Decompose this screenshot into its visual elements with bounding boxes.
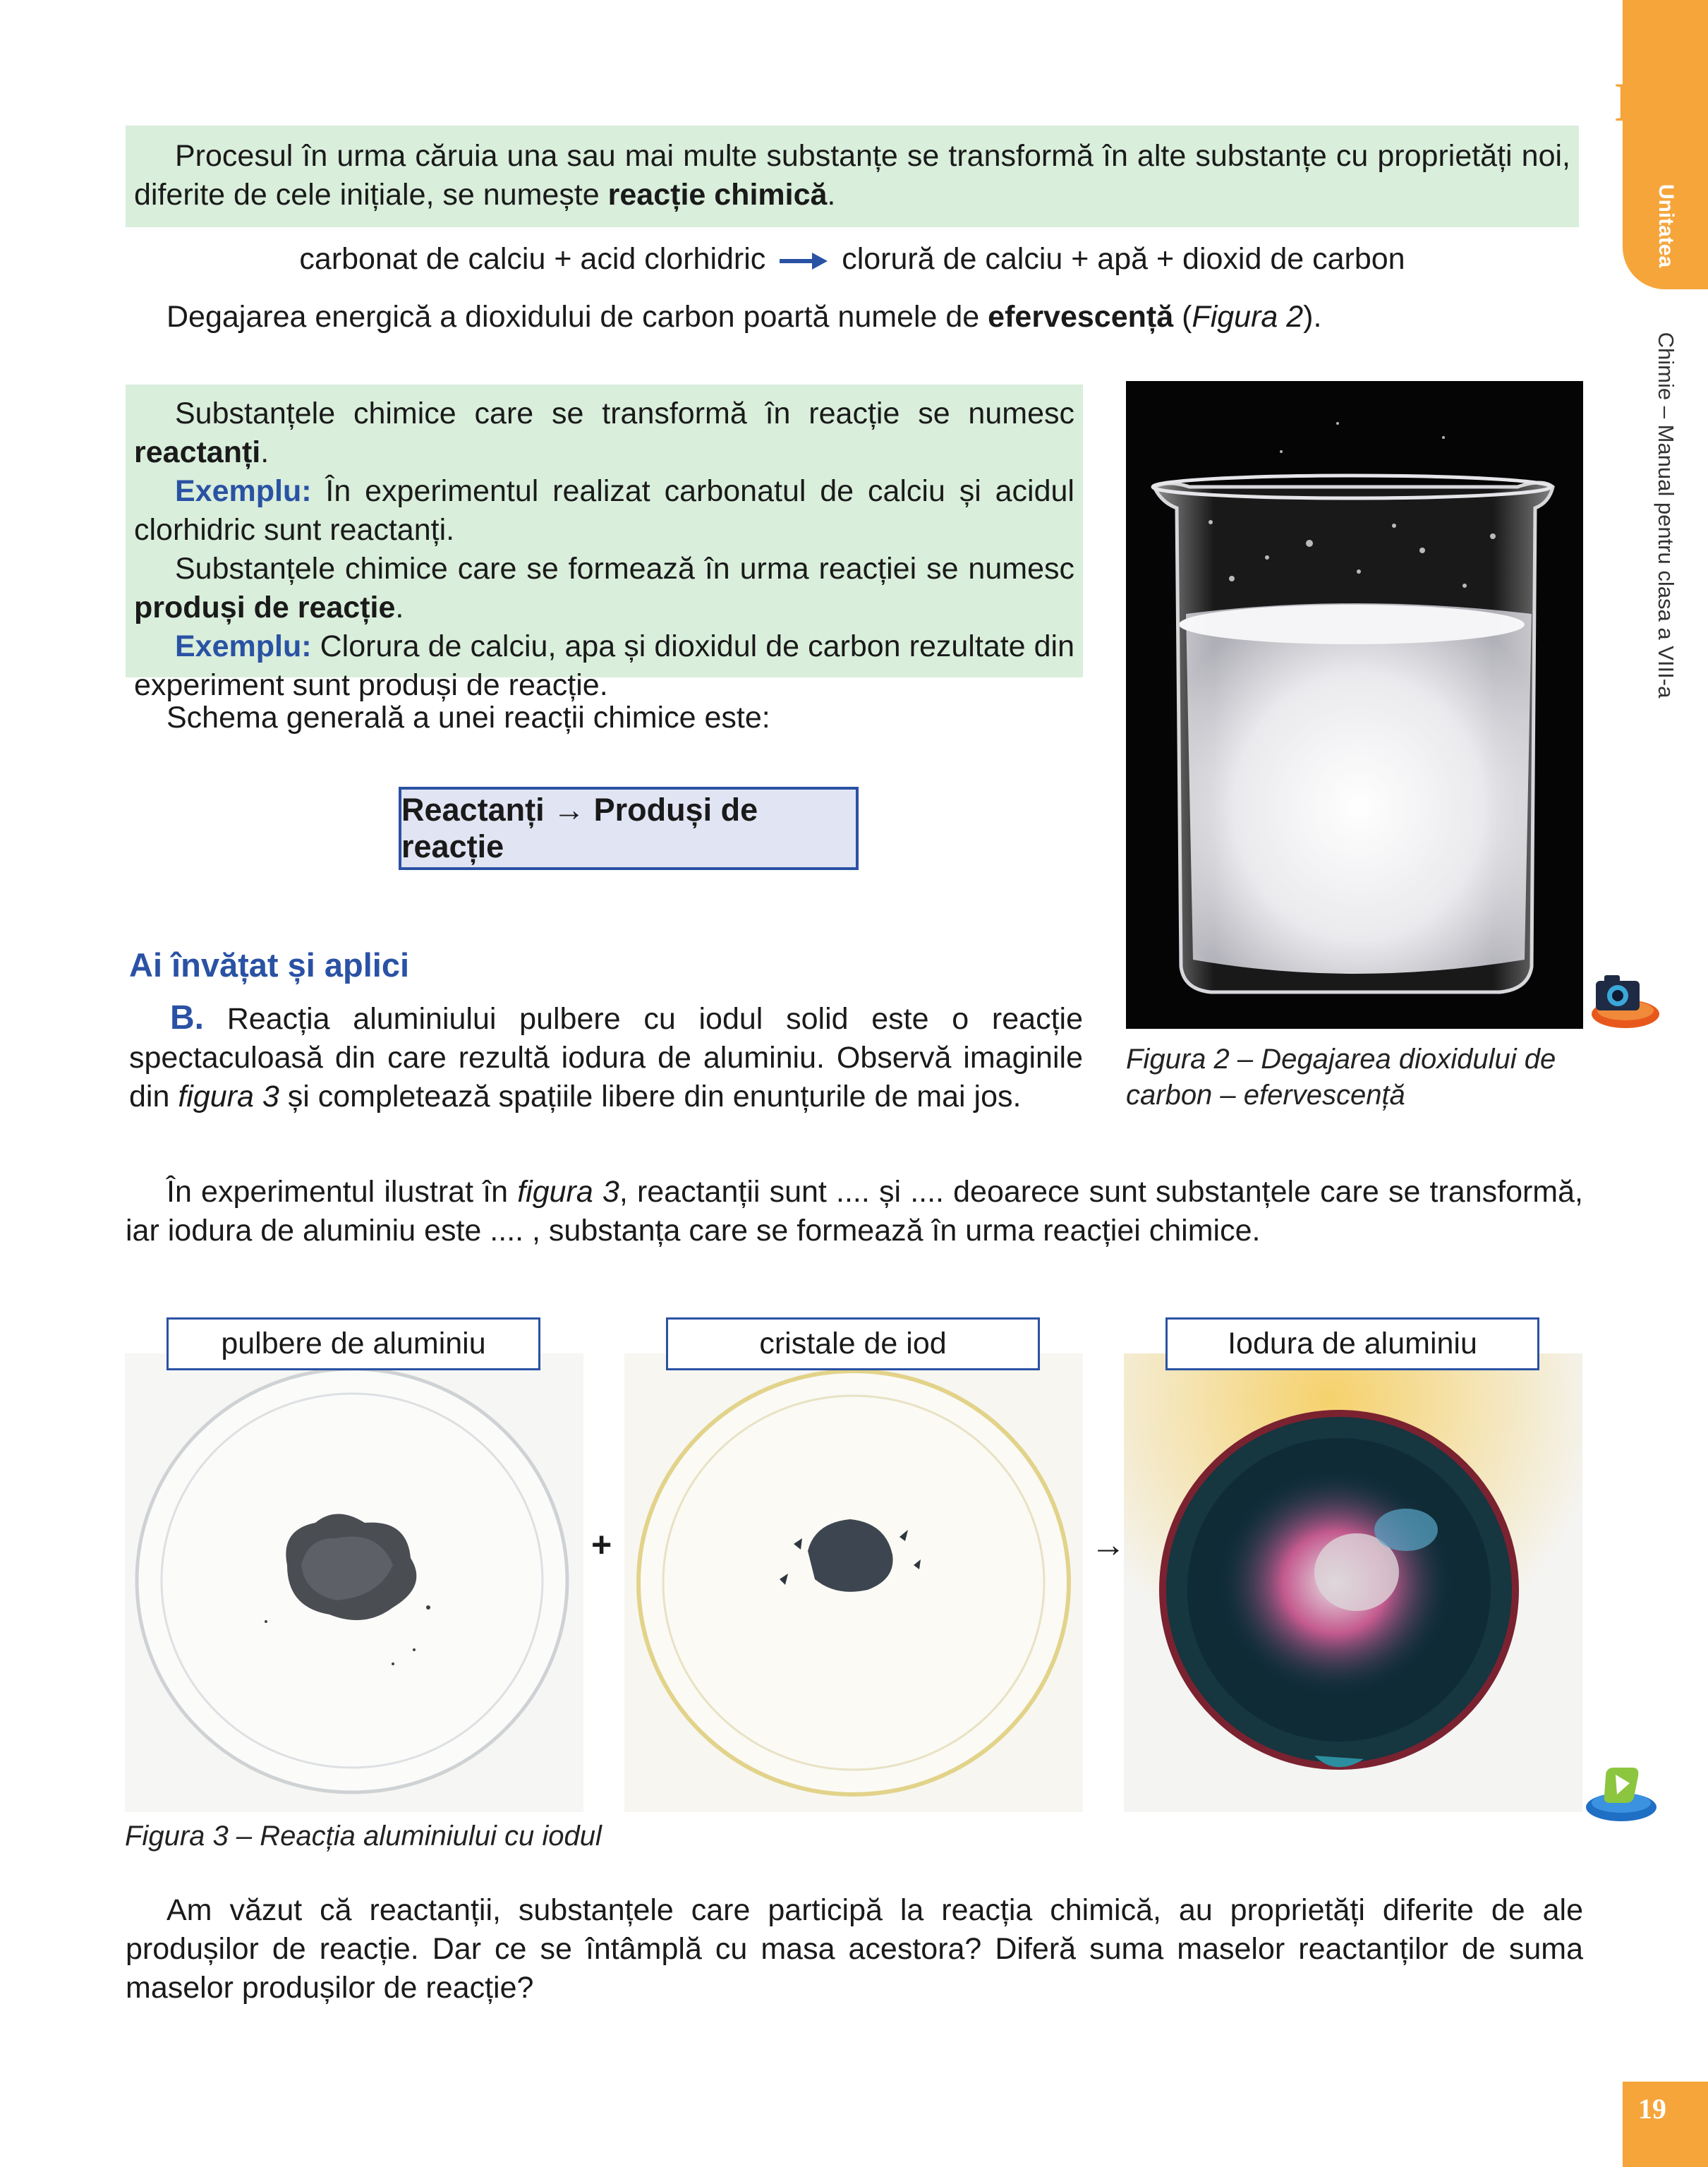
reactants-definition-text: Substanțele chimice care se transformă în reacție se numesc (175, 397, 1074, 430)
figure-3-reference: figura 3 (178, 1080, 279, 1113)
effervescence-term: efervescență (988, 300, 1174, 334)
book-title: Chimie – Manual pentru clasa a VIII-a (1653, 332, 1678, 699)
figure-3-caption: Figura 3 – Reacția aluminiului cu iodul (125, 1821, 602, 1852)
exercise-text-2: și completează spațiile libere din enunțurile de mai jos. (279, 1080, 1022, 1113)
example-1-text: În experimentul realizat carbonatul de calciu și acidul clorhidric sunt reactanți. (134, 474, 1074, 547)
plus-sign: + (591, 1525, 612, 1564)
reaction-arrow: → (1091, 1525, 1126, 1564)
example-label: Exemplu: (175, 474, 312, 508)
label-aluminum-powder: pulbere de aluminiu (166, 1317, 540, 1370)
equation-products: clorură de calciu + apă + dioxid de carbon (842, 242, 1405, 276)
schema-intro: Schema generală a unei reacții chimice este: (166, 701, 770, 735)
products-term: produși de reacție (134, 591, 396, 624)
arrow-right-icon (778, 250, 829, 272)
definition-text (134, 137, 1570, 215)
aluminum-iodide-photo (1124, 1353, 1582, 1812)
iodine-crystals-photo (624, 1353, 1083, 1812)
fill-text-2: , reactanții sunt .... și .... deoarece sunt substanțele care se transformă, iar iodura de aluminiu este .... , substanța care se formează în urma reacției chimice. (126, 1175, 1583, 1248)
definition-text-after: . (827, 178, 836, 212)
exercise-letter: B. (170, 999, 204, 1037)
effervescence-paren-open: ( (1173, 300, 1192, 334)
reactants-term: reactanți (134, 435, 261, 469)
fill-text-1: În experimentul ilustrat în (166, 1175, 518, 1209)
reactants-products-box (126, 385, 1083, 702)
iodine-dish-illustration (624, 1353, 1083, 1812)
page-number: 19 (1638, 2093, 1666, 2125)
exercise-b (129, 998, 1083, 1116)
beaker-glass (1154, 483, 1553, 992)
definition-box (126, 126, 1579, 227)
effervescence-text: Degajarea energică a dioxidului de carbon poartă numele de (166, 300, 988, 334)
products-definition-end: . (395, 591, 404, 624)
definition-term: reacție chimică (607, 178, 828, 212)
example-label: Exemplu: (175, 629, 312, 663)
unit-label: Unitatea (1654, 183, 1678, 268)
figure-2-photo (1126, 381, 1583, 1029)
exercise-text-1: Reacția aluminiului pulbere cu iodul solid este o reacție spectaculoasă din care rezultă iodura de aluminiu. Observă imaginile din (129, 1002, 1083, 1113)
definition-text-before: Procesul în urma căruia una sau mai multe substanțe se transformă în alte substanțe cu proprietăți noi, diferite de cele inițiale, se numește (134, 139, 1570, 212)
label-aluminum-iodide: Iodura de aluminiu (1165, 1317, 1539, 1370)
edit-icon[interactable] (1577, 1761, 1662, 1824)
effervescence-paragraph (126, 298, 1579, 337)
final-paragraph: Am văzut că reactanții, substanțele care participă la reacția chimică, au proprietăți diferite de ale produșilor de reacție. Dar ce se întâmplă cu masa acestora? Diferă suma maselor reactanților de suma maselor produșilor de reacție? (126, 1893, 1583, 2005)
products-example (134, 627, 1074, 705)
fill-in-paragraph (126, 1173, 1583, 1250)
products-definition-text: Substanțele chimice care se formează în urma reacției se numesc (175, 552, 1074, 586)
aluminum-dish-illustration (125, 1353, 583, 1812)
book-title-container (1623, 310, 1708, 720)
reactants-definition-end: . (260, 435, 269, 469)
schema-box: Reactanți → Produși de reacție (399, 787, 859, 870)
figure-2-reference: Figura 2 (1192, 300, 1304, 334)
reactants-definition (134, 394, 1074, 472)
example-2-text: Clorura de calciu, apa și dioxidul de carbon rezultate din experiment sunt produși de reacție. (134, 629, 1074, 702)
reaction-equation (126, 240, 1579, 279)
effervescence-paren-close: ). (1303, 300, 1322, 334)
label-iodine-crystals: cristale de iod (666, 1317, 1040, 1370)
equation-reactants: carbonat de calciu + acid clorhidric (299, 242, 766, 276)
aluminum-powder-photo (125, 1353, 583, 1812)
unit-label-container (1623, 169, 1708, 282)
figure-3-reference: figura 3 (517, 1175, 619, 1209)
figure-2-caption: Figura 2 – Degajarea dioxidului de carbon – efervescență (1126, 1044, 1556, 1111)
reactants-example (134, 472, 1074, 550)
aluminum-iodide-illustration (1124, 1353, 1582, 1812)
section-title: Ai învățat și aplici (129, 946, 410, 984)
unit-number: II (1613, 71, 1657, 133)
beaker-illustration (1126, 381, 1583, 1029)
camera-icon[interactable] (1583, 968, 1661, 1032)
products-definition (134, 550, 1074, 627)
